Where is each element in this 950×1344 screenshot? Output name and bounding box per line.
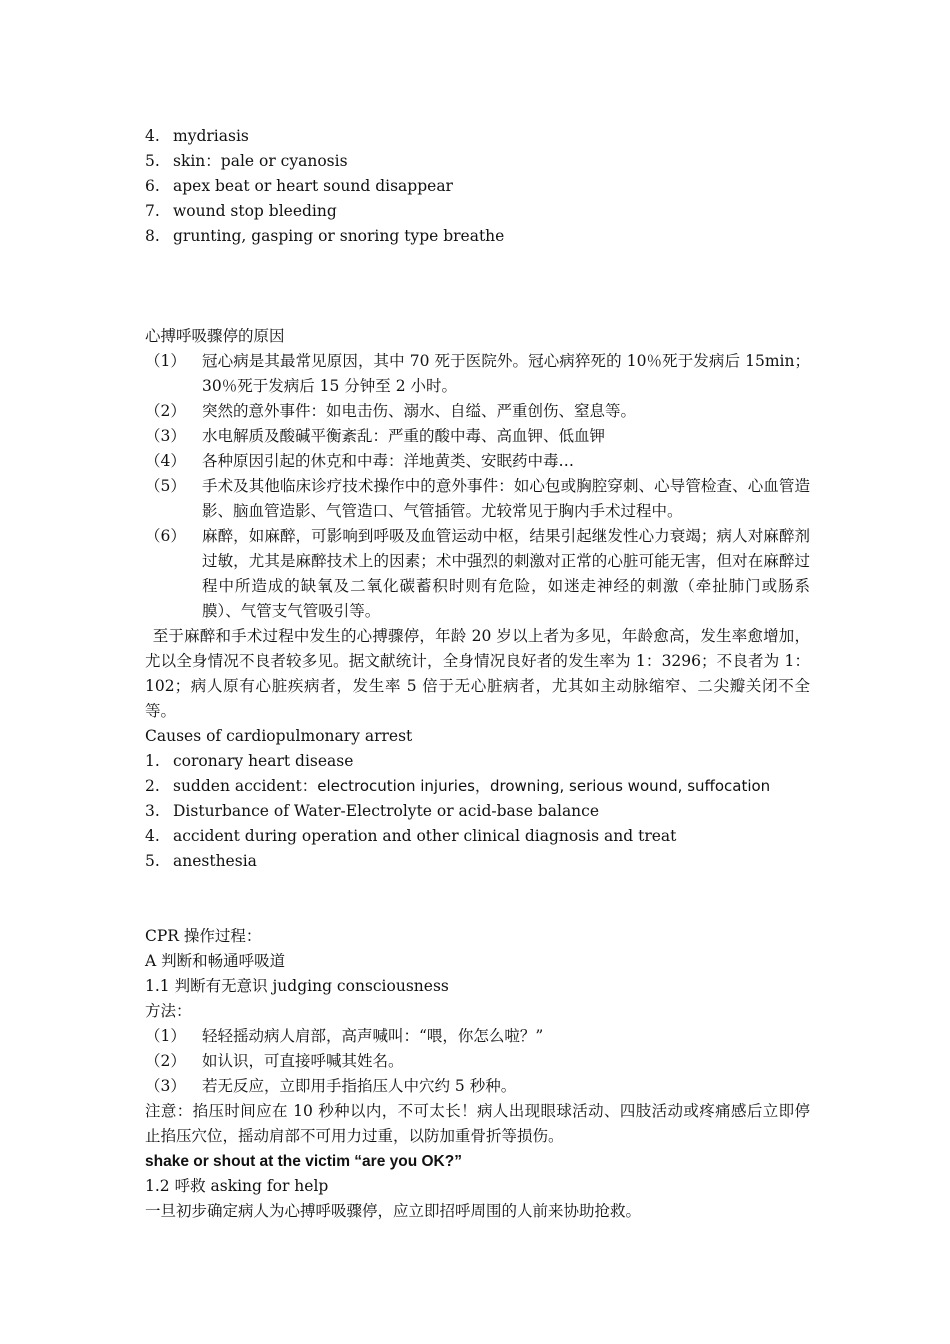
shout-line: shake or shout at the victim “are you OK?” [145, 1153, 462, 1170]
section-a-heading: A 判断和畅通呼吸道 [145, 952, 286, 970]
list-item: 4. mydriasis [145, 127, 249, 145]
causes-en-heading: Causes of cardiopulmonary arrest [145, 727, 413, 745]
causes-cn-list [145, 349, 810, 624]
subsection-1-1-heading: 1.1 判断有无意识 judging consciousness [145, 977, 449, 995]
method-label: 方法： [145, 1002, 192, 1020]
document-page [145, 124, 810, 1224]
causes-cn-heading: 心搏呼吸骤停的原因 [145, 327, 285, 345]
list-item: （3） 水电解质及酸碱平衡紊乱：严重的酸中毒、高血钾、低血钾 [145, 427, 606, 445]
causes-en-list [145, 749, 810, 874]
cpr-heading: CPR 操作过程： [145, 927, 262, 945]
list-item: 2. sudden accident：electrocution injuries，drowning, serious wound, suffocation [145, 777, 771, 795]
list-item-lead: sudden accident： [173, 777, 318, 795]
list-item: （6） 麻醉，如麻醉，可影响到呼吸及血管运动中枢，结果引起继发性心力衰竭；病人对麻醉剂过敏，尤其是麻醉技术上的因素；术中强烈的刺激对正常的心脏可能无害，但对在麻醉过程中所造成的缺氧及二氧化碳蓄积时则有危险，如迷走神经的刺激（牵扯肺门或肠系膜）、气管支气管吸引等。 [145, 527, 810, 620]
list-item: （1） 冠心病是其最常见原因，其中 70 死于医院外。冠心病猝死的 10％死于发病后 15min；30％死于发病后 15 分钟至 2 小时。 [145, 352, 810, 395]
list-item: （1） 轻轻摇动病人肩部，高声喊叫：“喂，你怎么啦？” [145, 1027, 544, 1045]
list-item: 1. coronary heart disease [145, 752, 354, 770]
note-paragraph: 注意：掐压时间应在 10 秒种以内，不可太长！病人出现眼球活动、四肢活动或疼痛感后立即停止掐压穴位，摇动肩部不可用力过重，以防加重骨折等损伤。 [145, 1102, 810, 1145]
list-item: 5. skin：pale or cyanosis [145, 152, 348, 170]
list-item: （4） 各种原因引起的休克和中毒：洋地黄类、安眠药中毒… [145, 452, 575, 470]
cpr-steps-list [145, 1024, 810, 1099]
list-item: 3. Disturbance of Water-Electrolyte or acid-base balance [145, 802, 600, 820]
subsection-1-2-heading: 1.2 呼救 asking for help [145, 1177, 329, 1195]
anesthesia-paragraph: 至于麻醉和手术过程中发生的心搏骤停，年龄 20 岁以上者为多见，年龄愈高，发生率愈增加，尤以全身情况不良者较多见。据文献统计，全身情况良好者的发生率为 1：3296；不良者为 1：102；病人原有心脏疾病者，发生率 5 倍于无心脏病者，尤其如主动脉缩窄、二尖瓣关闭不全等。 [145, 627, 810, 720]
list-item: 7. wound stop bleeding [145, 202, 337, 220]
list-item: （3） 若无反应，立即用手指掐压人中穴约 5 秒种。 [145, 1077, 517, 1095]
list-item: 6. apex beat or heart sound disappear [145, 177, 453, 195]
list-item: 8. grunting, gasping or snoring type breathe [145, 227, 505, 245]
list-item: 4. accident during operation and other clinical diagnosis and treat [145, 827, 677, 845]
list-item: （2） 如认识，可直接呼喊其姓名。 [145, 1052, 404, 1070]
list-item: （5） 手术及其他临床诊疗技术操作中的意外事件：如心包或胸腔穿刺、心导管检查、心血管造影、脑血管造影、气管造口、气管插管。尤较常见于胸内手术过程中。 [145, 477, 810, 520]
list-item-detail: electrocution injuries，drowning, serious wound, suffocation [317, 777, 771, 795]
signs-list [145, 124, 810, 249]
help-paragraph: 一旦初步确定病人为心搏呼吸骤停，应立即招呼周围的人前来协助抢救。 [145, 1202, 642, 1220]
list-item: 5. anesthesia [145, 852, 257, 870]
list-item: （2） 突然的意外事件：如电击伤、溺水、自缢、严重创伤、窒息等。 [145, 402, 637, 420]
